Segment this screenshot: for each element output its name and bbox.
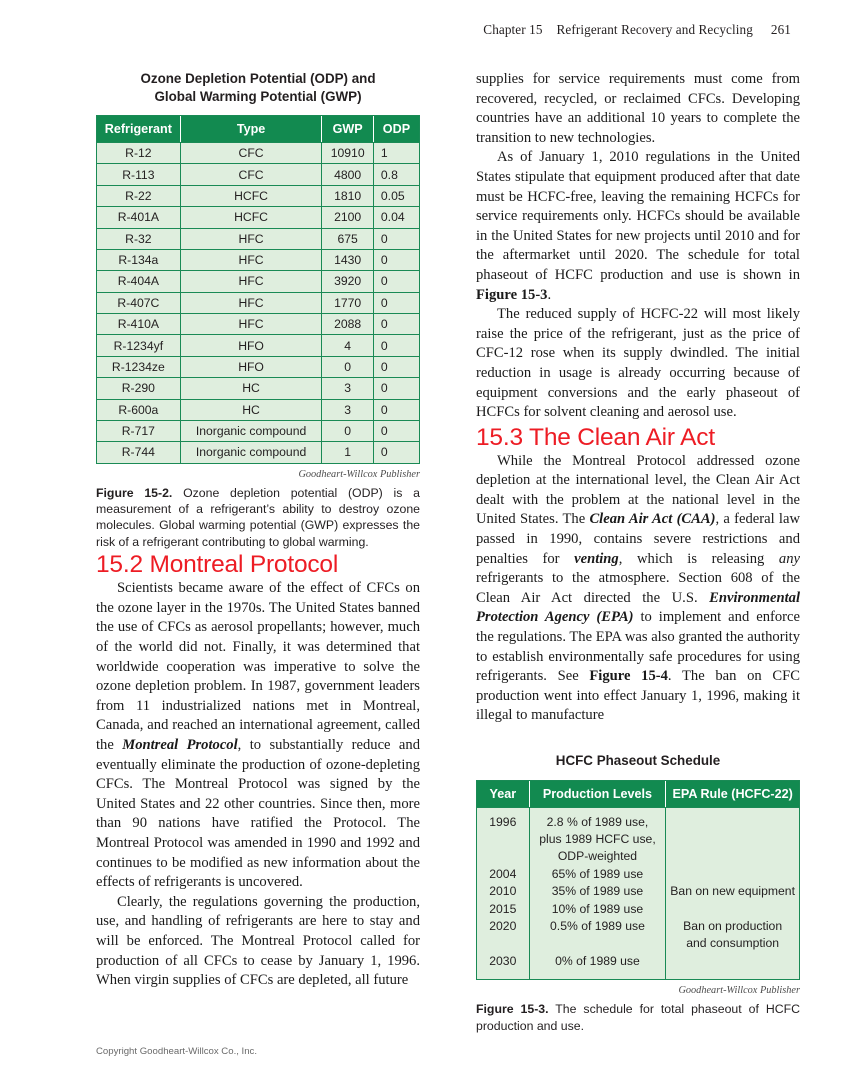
cell-type: HFC <box>181 228 323 249</box>
cell-refrigerant: R-12 <box>97 142 181 163</box>
page-number: 261 <box>770 22 791 37</box>
figure-reference-15-4: Figure 15-4 <box>589 668 668 685</box>
cell-odp: 0 <box>374 399 419 420</box>
figure-caption-text: The schedule for total phaseout of HCFC production and use. <box>476 1002 800 1033</box>
cell-type: HFC <box>181 292 323 313</box>
paragraph-text-4: refrigerants to the atmosphere. Section 608 of the Clean Air Act directed the U.S. <box>476 570 800 606</box>
cell-refrigerant: R-407C <box>97 292 181 313</box>
epa-line-blank <box>670 866 795 883</box>
year-line-blank <box>481 848 525 865</box>
year-line: 2030 <box>489 953 517 968</box>
cell-type: HFC <box>181 270 323 291</box>
cell-odp: 0 <box>374 356 419 377</box>
year-line-blank <box>481 831 525 848</box>
cell-refrigerant: R-410A <box>97 313 181 334</box>
table-row <box>97 228 419 249</box>
figure-label: Figure 15-2. <box>96 485 173 500</box>
epa-line-blank <box>670 900 795 917</box>
epa-line-blank <box>670 848 795 865</box>
epa-line-blank <box>670 953 795 970</box>
production-line: 0% of 1989 use <box>555 953 640 968</box>
cell-odp: 0 <box>374 420 419 441</box>
cell-gwp: 1810 <box>322 185 374 206</box>
odp-gwp-table <box>96 115 420 464</box>
table-row <box>97 356 419 377</box>
production-list <box>530 808 666 980</box>
production-line: 0.5% of 1989 use <box>550 918 645 933</box>
cell-type: HFO <box>181 334 323 355</box>
table-credit: Goodheart-Willcox Publisher <box>298 468 420 480</box>
table-row <box>97 399 419 420</box>
cell-type: HFC <box>181 313 323 334</box>
cell-odp: 0 <box>374 228 419 249</box>
table-row <box>97 206 419 227</box>
cell-odp: 0.04 <box>374 206 419 227</box>
table-row <box>97 334 419 355</box>
cell-refrigerant: R-744 <box>97 441 181 462</box>
paragraph-montreal-2: Clearly, the regulations governing the production, use, and handling of refrigerants are here to stay and will be enforced. The Montreal Protocol called for production of all CFCs to cease by January 1, 1996. When virgin supplies of CFCs are depleted, all future <box>96 893 420 989</box>
running-head-chapter: Chapter 15 <box>483 22 543 37</box>
paragraph-text: As of January 1, 2010 regulations in the United States stipulate that equipment produced after that date must be HCFC-free, leaving the remaining HCFCs for service requirements only. HCFCs should be available in the United States for new projects until 2010 and for the aftermarket until 2020. The schedule for total phaseout of HCFC production and use is shown in <box>476 149 800 283</box>
section-heading-15-2: 15.2 Montreal Protocol <box>96 551 339 579</box>
cell-refrigerant: R-113 <box>97 163 181 184</box>
cell-gwp: 2088 <box>322 313 374 334</box>
paragraph-text-2: , a federal law passed in 1990, contains severe restrictions and penalties for <box>476 511 800 567</box>
cell-gwp: 0 <box>322 420 374 441</box>
cell-gwp: 10910 <box>322 142 374 163</box>
cell-gwp: 4 <box>322 334 374 355</box>
term-montreal-protocol: Montreal Protocol <box>122 737 238 753</box>
production-line: ODP-weighted <box>557 849 638 864</box>
figure-label: Figure 15-3. <box>476 1002 549 1017</box>
cell-type: Inorganic compound <box>181 420 323 441</box>
table-row <box>97 292 419 313</box>
cell-odp: 0.05 <box>374 185 419 206</box>
table-header-row <box>97 116 419 142</box>
column-header-type: Type <box>181 116 323 142</box>
year-line-blank <box>481 935 525 952</box>
paragraph-right-2 <box>476 148 800 305</box>
running-head <box>483 22 791 38</box>
figure-15-3-caption <box>476 1001 800 1034</box>
table-row <box>97 163 419 184</box>
running-head-title: Refrigerant Recovery and Recycling <box>556 22 753 37</box>
paragraph-right-1: supplies for service requirements must come from recovered, recycled, or reclaimed CFCs. Developing countries have an additional 10 years to complete the transition to new technologies. <box>476 71 800 146</box>
cell-type: CFC <box>181 142 323 163</box>
cell-type: HCFC <box>181 206 323 227</box>
cell-odp: 0 <box>374 441 419 462</box>
odp-gwp-table-title <box>96 70 420 105</box>
epa-line: Ban on new equipment <box>670 884 795 899</box>
cell-refrigerant: R-404A <box>97 270 181 291</box>
cell-odp: 0 <box>374 377 419 398</box>
column-header-year: Year <box>477 781 530 807</box>
hcfc-table-credit: Goodheart-Willcox Publisher <box>678 985 800 997</box>
section-heading-15-3: 15.3 The Clean Air Act <box>476 423 715 451</box>
cell-gwp: 3 <box>322 377 374 398</box>
production-line: 65% of 1989 use <box>551 866 644 881</box>
column-header-epa-rule: EPA Rule (HCFC-22) <box>666 781 799 807</box>
table-header-row <box>477 781 799 807</box>
epa-line-blank <box>670 831 795 848</box>
cell-odp: 0 <box>374 270 419 291</box>
epa-line: Ban on production <box>683 918 783 933</box>
cell-gwp: 0 <box>322 356 374 377</box>
cell-gwp: 675 <box>322 228 374 249</box>
cell-refrigerant: R-1234ze <box>97 356 181 377</box>
production-line: plus 1989 HCFC use, <box>539 831 656 846</box>
cell-refrigerant: R-401A <box>97 206 181 227</box>
paragraph-text-6: . The ban on CFC production went into effect January 1, 1996, making it illegal to manufacture <box>476 668 801 724</box>
production-line: 35% of 1989 use <box>551 884 644 899</box>
odp-gwp-figure <box>96 70 420 550</box>
table-row <box>97 313 419 334</box>
cell-type: Inorganic compound <box>181 441 323 462</box>
table-row <box>97 377 419 398</box>
cell-epa-stack <box>666 807 799 980</box>
term-any: any <box>778 550 800 567</box>
paragraph-text-5: to implement and enforce the regulations. The EPA was also granted the authority to establish environmentally safe procedures for using refrigerants. See <box>476 609 800 685</box>
year-line: 2004 <box>489 866 517 881</box>
cell-type: HC <box>181 399 323 420</box>
year-line: 1996 <box>489 814 517 829</box>
epa-line-blank <box>670 814 795 831</box>
year-line: 2015 <box>489 901 517 916</box>
cell-refrigerant: R-22 <box>97 185 181 206</box>
figure-15-2-caption <box>96 485 420 551</box>
paragraph-montreal-1 <box>96 579 420 893</box>
term-clean-air-act: Clean Air Act (CAA) <box>589 511 716 528</box>
cell-type: HC <box>181 377 323 398</box>
paragraph-right-3: The reduced supply of HCFC-22 will most likely raise the price of the refrigerant, just as the price of CFC-12 rose when its supply dwindled. The initial reduction in usage is already occurring because of equipment conversions and the early phaseout of HCFCs for solvent cleaning and aerosol use. <box>476 306 800 421</box>
table-row <box>477 807 799 980</box>
cell-odp: 1 <box>374 142 419 163</box>
production-line-blank <box>534 935 662 952</box>
cell-gwp: 4800 <box>322 163 374 184</box>
figure-reference-15-3: Figure 15-3 <box>476 286 548 303</box>
production-line: 2.8 % of 1989 use, <box>546 814 649 829</box>
production-line: 10% of 1989 use <box>551 901 644 916</box>
cell-odp: 0 <box>374 313 419 334</box>
table-row <box>97 270 419 291</box>
cell-gwp: 1430 <box>322 249 374 270</box>
odp-gwp-title-line1: Ozone Depletion Potential (ODP) and <box>140 71 376 86</box>
term-venting: venting <box>574 550 619 567</box>
cell-gwp: 3 <box>322 399 374 420</box>
year-line: 2010 <box>489 884 517 899</box>
epa-rule-list <box>666 808 799 980</box>
figure-caption-text: Ozone depletion potential (ODP) is a measurement of a refrigerant’s ability to destroy ozone molecules. Global warming potential (GWP) expresses the risk of a refrigerant contributing to global warming. <box>96 485 420 549</box>
cell-refrigerant: R-290 <box>97 377 181 398</box>
column-header-refrigerant: Refrigerant <box>97 116 181 142</box>
cell-type: HCFC <box>181 185 323 206</box>
table-row <box>97 249 419 270</box>
right-column <box>476 70 800 1034</box>
cell-gwp: 3920 <box>322 270 374 291</box>
year-line: 2020 <box>489 918 517 933</box>
page-body <box>96 70 800 1034</box>
table-row <box>97 185 419 206</box>
cell-odp: 0 <box>374 249 419 270</box>
cell-gwp: 1770 <box>322 292 374 313</box>
hcfc-phaseout-figure <box>476 752 800 1034</box>
term-epa: Environmental Protection Agency (EPA) <box>476 589 800 626</box>
cell-type: HFC <box>181 249 323 270</box>
hcfc-phaseout-table <box>476 780 800 981</box>
copyright-notice: Copyright Goodheart-Willcox Co., Inc. <box>96 1046 258 1057</box>
table-row <box>97 441 419 462</box>
column-header-production-levels: Production Levels <box>530 781 667 807</box>
paragraph-text-cont: , to substantially reduce and eventually eliminate the production of ozone-depleting CFCs. The Montreal Protocol was signed by the United States and 22 other countries. Since then, more than 90 nations have ratified the Protocol. The Montreal Protocol was amended in 1990 and 1992 and continues to be modified as new information about the effects of refrigerants is uncovered. <box>96 737 421 891</box>
left-column <box>96 70 420 1034</box>
paragraph-text: Scientists became aware of the effect of CFCs on the ozone layer in the 1970s. The United States banned the use of CFCs as aerosol propellants; however, much of the world did not. Finally, it was determined that worldwide cooperation was imperative to solve the ozone depletion problem. In 1987, government leaders from 11 industrialized nations met in Montreal, Canada, and reached an international agreement, called the <box>96 580 420 753</box>
cell-year-stack <box>477 807 530 980</box>
cell-odp: 0.8 <box>374 163 419 184</box>
cell-refrigerant: R-32 <box>97 228 181 249</box>
table-row <box>97 420 419 441</box>
hcfc-table-title: HCFC Phaseout Schedule <box>555 753 721 768</box>
cell-odp: 0 <box>374 292 419 313</box>
year-list <box>477 808 529 980</box>
cell-refrigerant: R-600a <box>97 399 181 420</box>
column-header-gwp: GWP <box>322 116 374 142</box>
paragraph-text-cont: . <box>547 286 552 303</box>
cell-refrigerant: R-717 <box>97 420 181 441</box>
cell-gwp: 2100 <box>322 206 374 227</box>
cell-production-stack <box>530 807 667 980</box>
column-header-odp: ODP <box>374 116 419 142</box>
cell-type: HFO <box>181 356 323 377</box>
cell-refrigerant: R-134a <box>97 249 181 270</box>
paragraph-text: While the Montreal Protocol addressed ozone depletion at the international level, the Clean Air Act dealt with the problem at the national level in the United States. The <box>476 452 800 528</box>
cell-odp: 0 <box>374 334 419 355</box>
epa-line: and consumption <box>686 936 780 951</box>
paragraph-clean-air-act <box>476 452 800 726</box>
cell-type: CFC <box>181 163 323 184</box>
cell-gwp: 1 <box>322 441 374 462</box>
cell-refrigerant: R-1234yf <box>97 334 181 355</box>
odp-gwp-title-line2: Global Warming Potential (GWP) <box>154 88 362 104</box>
paragraph-text-3: , which is releasing <box>618 550 779 567</box>
table-row <box>97 142 419 163</box>
